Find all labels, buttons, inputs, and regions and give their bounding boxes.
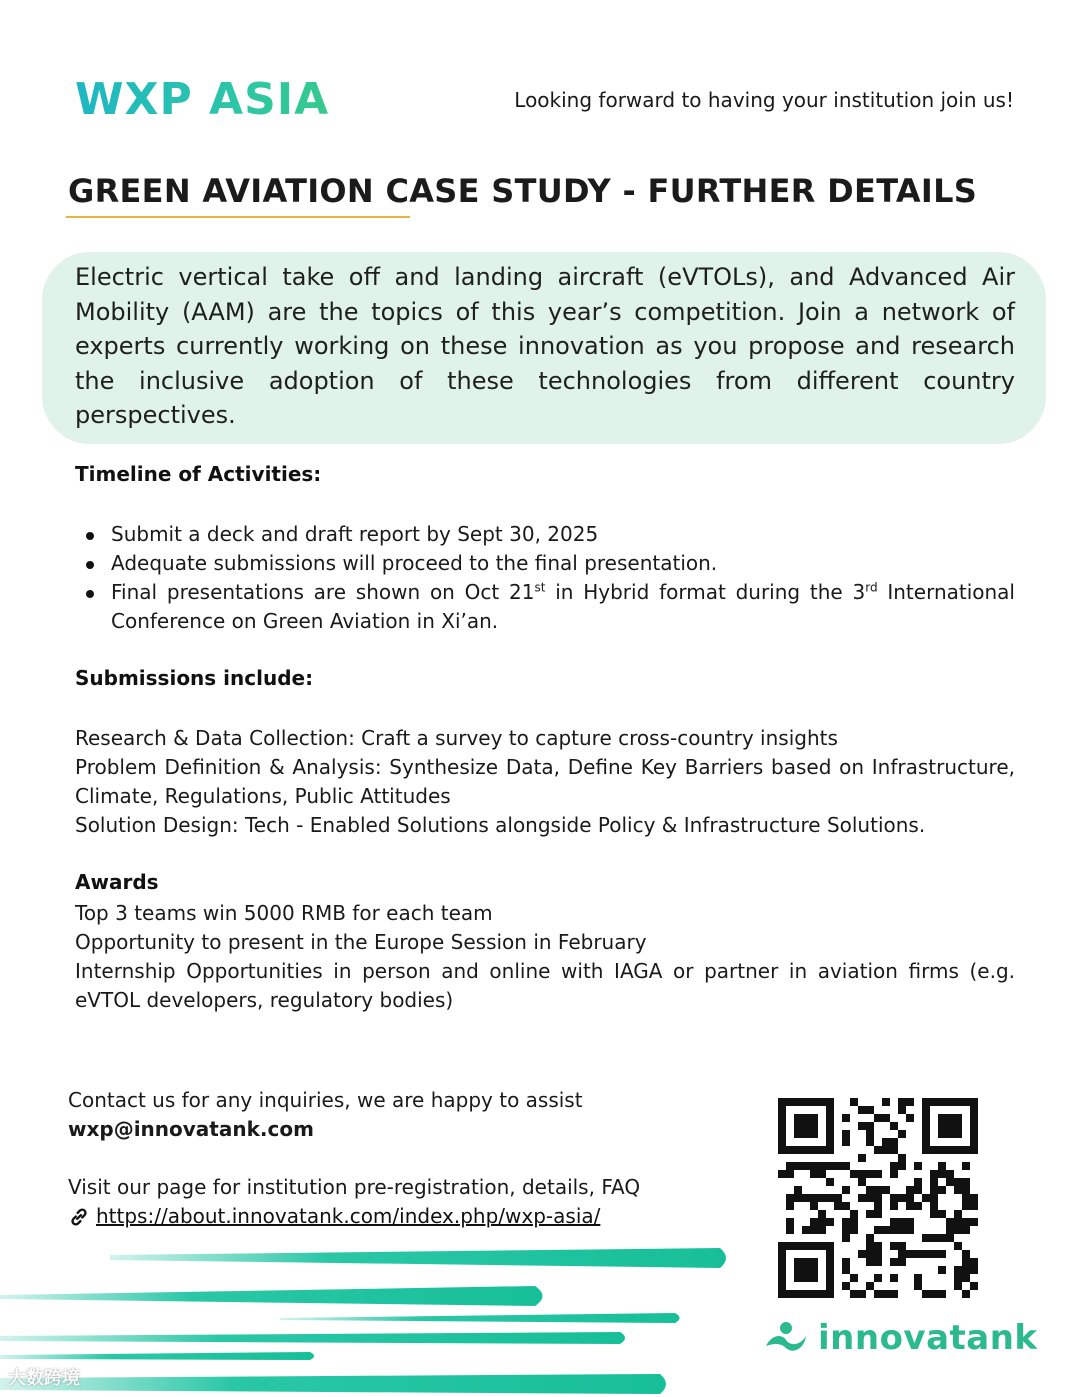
- awards-list: [75, 899, 1015, 1015]
- submission-line: Problem Definition & Analysis: Synthesize Data, Define Key Barriers based on Infrastructure, Climate, Regulations, Public Attitudes: [75, 755, 1015, 808]
- wxp-asia-logo: WXP ASIA: [75, 74, 330, 125]
- list-item: Submit a deck and draft report by Sept 30, 2025: [75, 520, 1015, 549]
- visit-text: Visit our page for institution pre-registration, details, FAQ: [68, 1175, 641, 1199]
- contact-section: [68, 1086, 708, 1231]
- link-icon: [68, 1206, 90, 1228]
- qr-code: [778, 1098, 978, 1298]
- innovatank-logo-icon: [762, 1320, 810, 1356]
- page-title: GREEN AVIATION CASE STUDY - FURTHER DETAILS: [68, 172, 978, 210]
- timeline-list: [75, 520, 1015, 636]
- contact-email[interactable]: wxp@innovatank.com: [68, 1117, 314, 1141]
- submissions-heading: Submissions include:: [75, 666, 314, 690]
- submission-line: Research & Data Collection: Craft a survey to capture cross-country insights: [75, 726, 838, 750]
- innovatank-brand: [762, 1318, 1038, 1358]
- award-line: Opportunity to present in the Europe Session in February: [75, 930, 647, 954]
- list-item: Adequate submissions will proceed to the final presentation.: [75, 549, 1015, 578]
- tagline: Looking forward to having your institution join us!: [514, 88, 1014, 112]
- timeline-heading: Timeline of Activities:: [75, 462, 322, 486]
- title-underline: [66, 216, 410, 218]
- award-line: Top 3 teams win 5000 RMB for each team: [75, 901, 493, 925]
- contact-text: Contact us for any inquiries, we are happy to assist: [68, 1088, 583, 1112]
- brand-name: innovatank: [818, 1318, 1038, 1358]
- list-item: Final presentations are shown on Oct 21st in Hybrid format during the 3rd International Conference on Green Aviation in Xi’an.: [75, 578, 1015, 636]
- submissions-list: [75, 724, 1015, 840]
- decorative-streaks: [0, 1238, 740, 1397]
- awards-heading: Awards: [75, 870, 159, 894]
- website-link[interactable]: https://about.innovatank.com/index.php/wxp-asia/: [96, 1204, 601, 1228]
- watermark: 大数跨境: [8, 1368, 80, 1389]
- award-line: Internship Opportunities in person and online with IAGA or partner in aviation firms (e.g. eVTOL developers, regulatory bodies): [75, 959, 1015, 1012]
- intro-text: Electric vertical take off and landing aircraft (eVTOLs), and Advanced Air Mobility (AAM) are the topics of this year’s competition. Join a network of experts currently working on these innovation as you propose and research the inclusive adoption of these technologies from different country perspectives.: [75, 263, 1015, 429]
- submission-line: Solution Design: Tech - Enabled Solutions alongside Policy & Infrastructure Solutions.: [75, 813, 926, 837]
